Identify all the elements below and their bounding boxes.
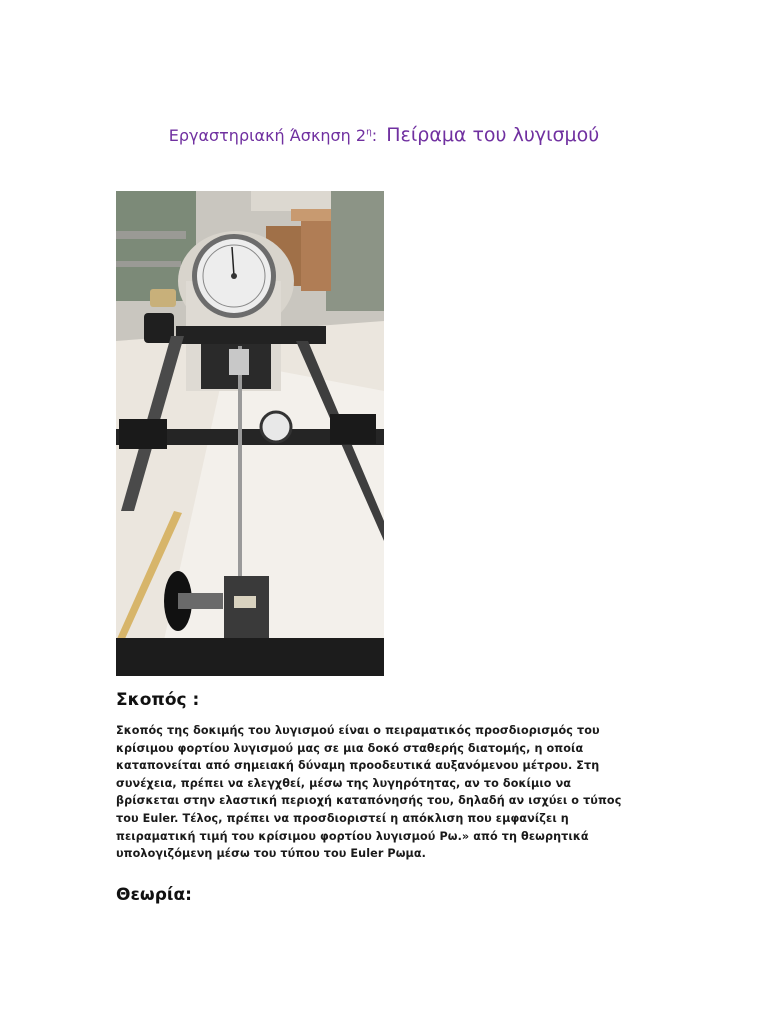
buckling-apparatus-photo [116,191,384,676]
goal-heading: Σκοπός : [116,690,200,710]
title-main: Πείραμα του λυγισμού [386,124,600,146]
page-title [0,124,768,146]
goal-paragraph: Σκοπός της δοκιμής του λυγισμού είναι ο πειραματικός προσδιορισμός του κρίσιμου φορτίου λυγισμού μας σε μια δοκό σταθερής διατομής, η οποία καταπονείται από σημειακή δύναμη προοδευτικά αυξανόμενου μέτρου. Στη συνέχεια, πρέπει να ελεγχθεί, μέσω της λυγηρότητας, αν το δοκίμιο να βρίσκεται στην ελαστική περιοχή καταπόνησής του, δηλαδή αν ισχύει ο τύπος του Euler. Τέλος, πρέπει να προσδιοριστεί η απόκλιση που εμφανίζει η πειραματική τιμή του κρίσιμου φορτίου λυγισμού Ρω.» από τη θεωρητικά υπολογιζόμενη μέσω του τύπου του Euler Ρωμα. [116,724,622,861]
theory-heading: Θεωρία: [116,885,192,905]
title-prefix: Εργαστηριακή Άσκηση $2^\eta$: [168,126,378,145]
